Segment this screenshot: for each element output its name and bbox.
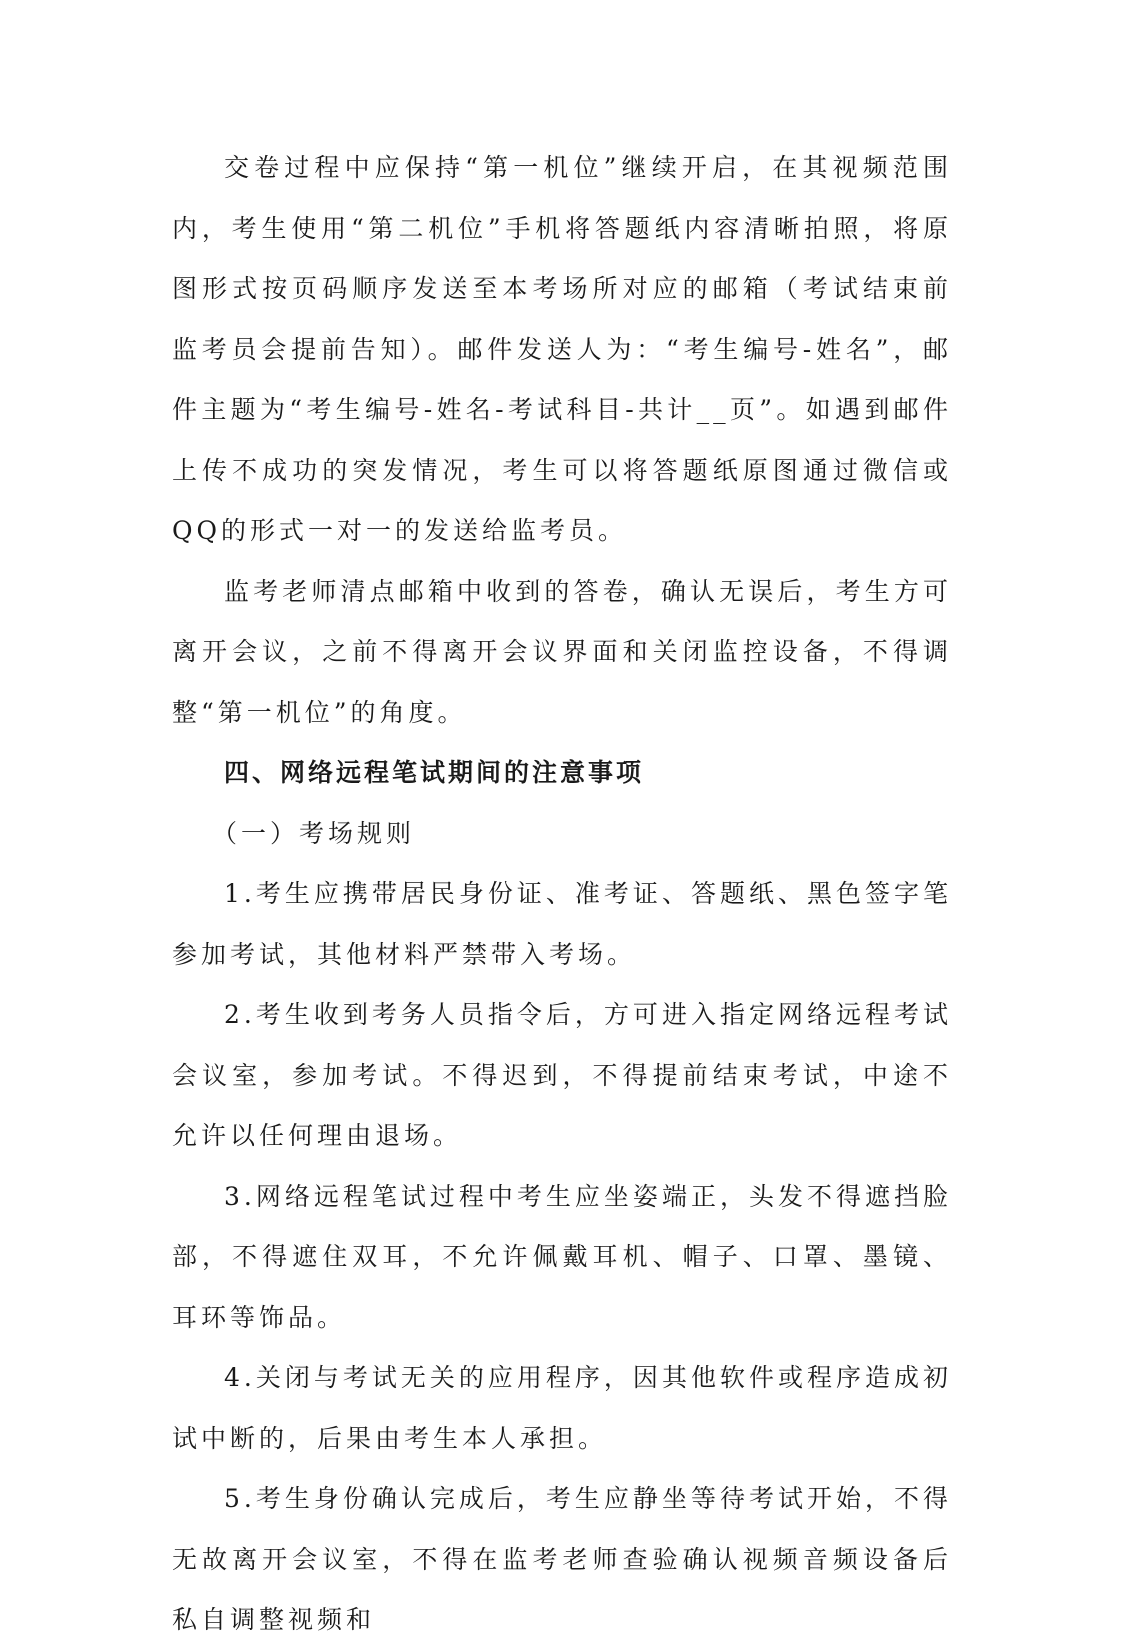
rule-item-3: 3.网络远程笔试过程中考生应坐姿端正，头发不得遮挡脸部，不得遮住双耳，不允许佩戴耳机、帽子、口罩、墨镜、耳环等饰品。 bbox=[172, 1181, 952, 1332]
paragraph-submission: 交卷过程中应保持“第一机位”继续开启，在其视频范围内，考生使用“第二机位”手机将答题纸内容清晰拍照，将原图形式按页码顺序发送至本考场所对应的邮箱（考试结束前监考员会提前告知）。邮件发送人为：“考生编号-姓名”，邮件主题为“考生编号-姓名-考试科目-共计__页”。如遇到邮件上传不成功的突发情况，考生可以将答题纸原图通过微信或QQ的形式一对一的发送给监考员。 bbox=[172, 153, 952, 545]
rule-item-2: 2.考生收到考务人员指令后，方可进入指定网络远程考试会议室，参加考试。不得迟到，不得提前结束考试，中途不允许以任何理由退场。 bbox=[172, 1000, 952, 1150]
document-body bbox=[172, 138, 952, 1651]
subsection-heading: （一）考场规则 bbox=[212, 818, 416, 848]
rule-item-1: 1.考生应携带居民身份证、准考证、答题纸、黑色签字笔参加考试，其他材料严禁带入考场。 bbox=[172, 879, 952, 969]
section-heading: 四、网络远程笔试期间的注意事项 bbox=[224, 758, 645, 787]
rule-item-4: 4.关闭与考试无关的应用程序，因其他软件或程序造成初试中断的，后果由考生本人承担。 bbox=[172, 1363, 952, 1453]
paragraph-invigilator-check: 监考老师清点邮箱中收到的答卷，确认无误后，考生方可离开会议，之前不得离开会议界面和关闭监控设备，不得调整“第一机位”的角度。 bbox=[172, 576, 952, 727]
rule-item-5: 5.考生身份确认完成后，考生应静坐等待考试开始，不得无故离开会议室，不得在监考老师查验确认视频音频设备后私自调整视频和 bbox=[172, 1484, 952, 1634]
